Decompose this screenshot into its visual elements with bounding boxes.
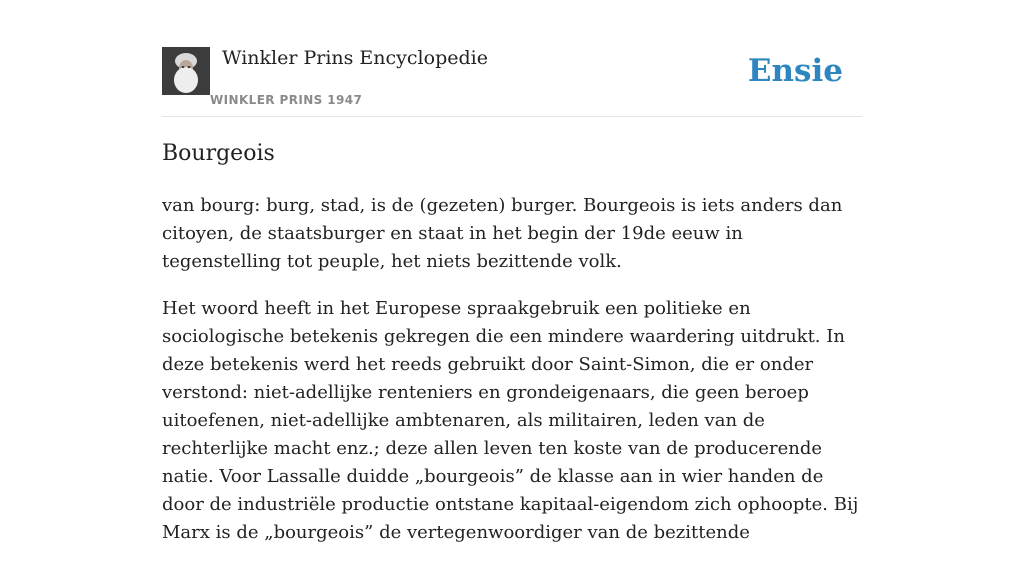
- source-subtitle: WINKLER PRINS 1947: [210, 93, 363, 107]
- source-title[interactable]: Winkler Prins Encyclopedie: [222, 47, 488, 69]
- source-header: [162, 46, 862, 117]
- article-paragraph: Het woord heeft in het Europese spraakgebruik een politieke en sociologische betekenis gekregen die een mindere waardering uitdrukt. In deze betekenis werd het reeds gebruikt door Saint-Simon, die er onder verstond: niet-adellijke renteniers en grondeigenaars, die geen beroep uitoefenen, niet-adellijke ambtenaren, als militairen, leden van de rechterlijke macht enz.; deze allen leven ten koste van de producerende natie. Voor Lassalle duidde „bourgeois” de klasse aan in wier handen de door de industriële productie ontstane kapitaal-eigendom zich ophoopte. Bij Marx is de „bourgeois” de vertegenwoordiger van de bezittende: [162, 298, 859, 543]
- article-paragraph: van bourg: burg, stad, is de (gezeten) burger. Bourgeois is iets anders dan citoyen, de staatsburger en staat in het begin der 19de eeuw in tegenstelling tot peuple, het niets bezittende volk.: [162, 195, 843, 272]
- article-body: [162, 192, 862, 566]
- brand-logo-link[interactable]: Ensie: [747, 53, 843, 89]
- bearded-portrait-icon[interactable]: [162, 47, 210, 95]
- article-title: Bourgeois: [162, 141, 275, 166]
